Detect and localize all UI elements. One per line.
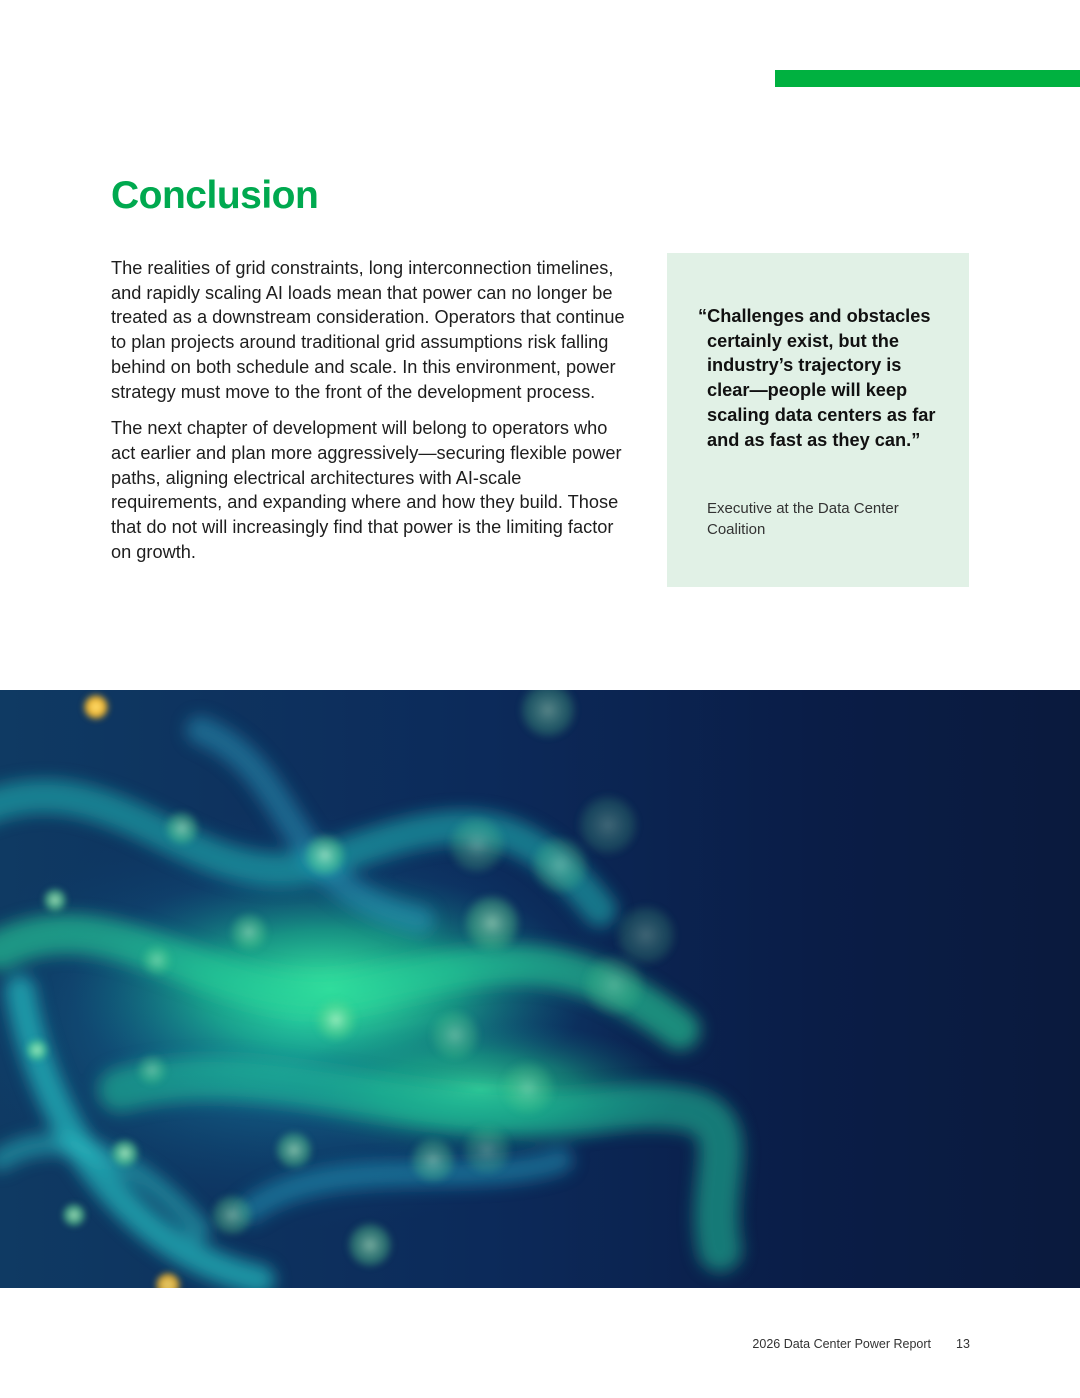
page-title: Conclusion [111,174,319,217]
hero-artwork [0,690,1080,1288]
pull-quote-box [667,253,969,587]
body-paragraph: The realities of grid constraints, long interconnection timelines, and rapidly scaling AI loads mean that power can no longer be treated as a downstream consideration. Operators that continue to plan projects around traditional grid assumptions risk falling behind on both schedule and scale. In this environment, power strategy must move to the front of the development process. [111,258,625,402]
body-paragraph: The next chapter of development will belong to operators who act earlier and plan more aggressively—securing flexible power paths, aligning electrical architectures with AI-scale requirements, and expanding where and how they build. Those that do not will increasingly find that power is the limiting factor on growth. [111,418,622,562]
footer-report-title: 2026 Data Center Power Report [752,1337,931,1351]
pull-quote-attribution: Executive at the Data Center Coalition [707,500,899,538]
footer-page-number: 13 [956,1337,970,1351]
pull-quote-text: “Challenges and obstacles certainly exist, but the industry’s trajectory is clear—people will keep scaling data centers as far and as fast as they can.” [698,306,936,450]
header-accent-bar [775,70,1080,87]
abstract-data-streams-image [0,690,1080,1288]
body-text-column [111,256,631,576]
